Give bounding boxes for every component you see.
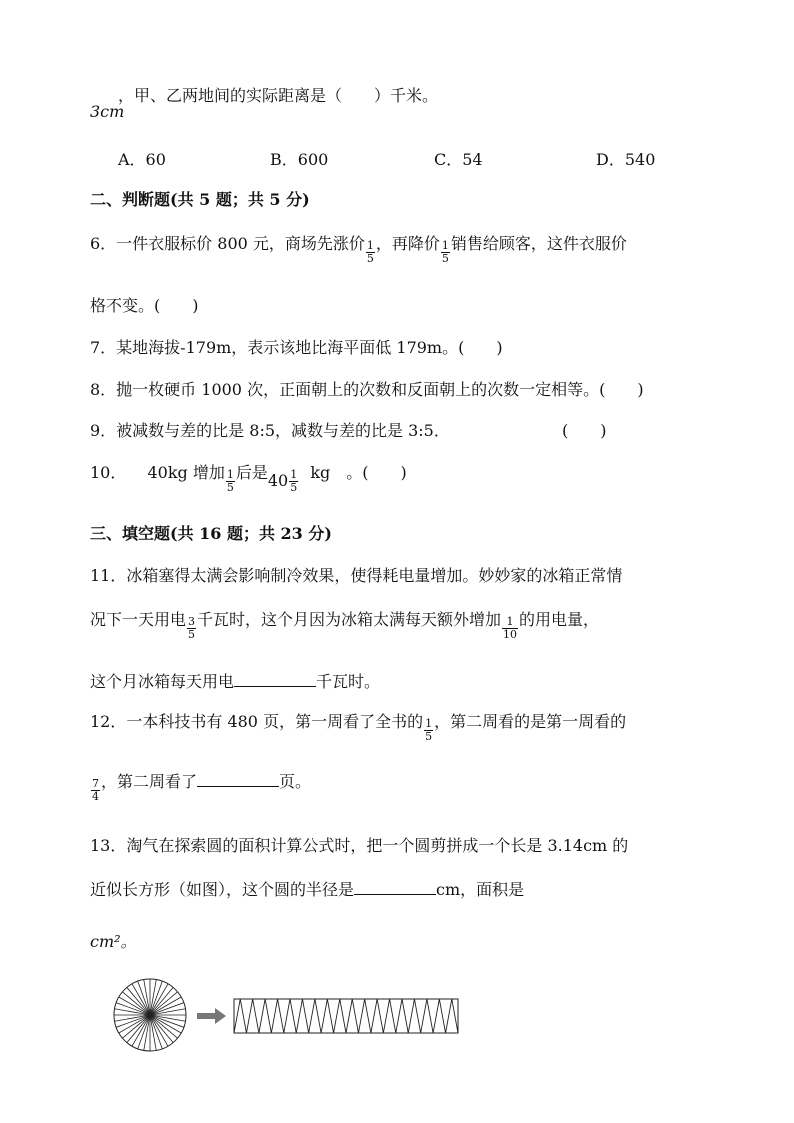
q13-line2 [90,878,524,900]
question-7: 7．某地海拔-179m，表示该地比海平面低 179m。( ) [90,338,503,357]
section-3-title: 三、填空题(共 16 题；共 23 分) [90,524,332,543]
q12-frac2-den: 4 [92,790,99,803]
q6-line2: 格不变。( ) [90,296,199,315]
q10-mixed-whole: 40 [267,471,289,490]
q11-line3 [90,670,380,692]
q5-text: ，甲、乙两地间的实际距离是（ ）千米。 [118,86,439,105]
q12-frac1-den: 5 [425,730,433,743]
q10-part2: 后是 [235,463,268,482]
q12-line1 [90,710,627,743]
q5-option-d[interactable]: D．540 [596,150,656,169]
q10-part3: kg 。( ) [310,463,407,482]
q11-line2-a: 况下一天用电 [90,610,187,629]
question-9: 9．被减数与差的比是 8:5，减数与差的比是 3:5． [90,421,450,440]
q13-line2-b: cm，面积是 [436,880,525,899]
q12-fraction-1 [424,718,433,743]
q12-line2-b: 页。 [279,772,312,791]
question-6 [90,232,627,265]
q11-line3-b: 千瓦时。 [316,672,381,691]
q6-frac2-den: 5 [441,252,449,265]
q12-line2-a: ，第二周看了 [101,772,198,791]
q11-frac1-num: 3 [188,615,196,628]
question-8: 8．抛一枚硬币 1000 次，正面朝上的次数和反面朝上的次数一定相等。( ) [90,380,644,399]
q11-frac2-den: 10 [503,628,518,641]
q5-option-b[interactable]: B．600 [270,150,329,169]
q11-line2 [90,608,600,641]
q6-part1: 6．一件衣服标价 800 元，商场先涨价 [90,234,365,253]
q6-frac2-num: 1 [441,239,449,252]
q6-frac1-den: 5 [366,252,374,265]
q9-answer-paren[interactable]: ( ) [562,421,607,440]
q10-mixed-num: 1 [290,468,298,481]
q5-scale-value: 3cm [90,102,125,121]
q13-area-unit: cm²。 [90,932,137,951]
q12-line1-b: ，第二周看的是第一周看的 [434,712,627,731]
q11-frac1-den: 5 [188,628,196,641]
q10-mixed-den: 5 [290,481,298,494]
q13-line1: 13．淘气在探索圆的面积计算公式时，把一个圆剪拼成一个长是 3.14cm 的 [90,836,629,855]
q13-line2-a: 近似长方形（如图），这个圆的半径是 [90,880,355,899]
q6-fraction-1 [366,240,375,265]
q10-part1: 40kg 增加 [147,463,225,482]
approx-rectangle [234,999,458,1033]
q6-part3: 销售给顾客，这件衣服价 [450,234,627,253]
arrow-icon [197,1008,226,1024]
q13-figure [110,968,470,1058]
q12-line2 [90,770,312,803]
q12-fraction-2 [91,778,100,803]
q11-frac2-num: 1 [502,616,518,629]
q6-fraction-2 [441,240,450,265]
q10-number: 10． [90,463,127,482]
q11-line3-a: 这个月冰箱每天用电 [90,672,235,691]
section-2-title: 二、判断题(共 5 题；共 5 分) [90,190,310,209]
q11-line2-b: 千瓦时，这个月因为冰箱太满每天额外增加 [197,610,502,629]
q12-answer-blank[interactable] [197,770,279,787]
q6-part2: ，再降价 [375,234,440,253]
q5-option-a[interactable]: A．60 [118,150,166,169]
q6-frac1-num: 1 [366,239,374,252]
q11-line2-c: 的用电量， [519,610,600,629]
question-10 [90,461,407,494]
q10-frac-den: 5 [226,481,234,494]
q12-line1-a: 12．一本科技书有 480 页，第一周看了全书的 [90,712,424,731]
q12-frac2-num: 7 [92,777,99,790]
q12-frac1-num: 1 [425,717,433,730]
q11-line1: 11．冰箱塞得太满会影响制冷效果，使得耗电量增加。妙妙家的冰箱正常情 [90,566,623,585]
q13-radius-blank[interactable] [354,878,436,895]
q10-mixed-fraction [289,469,298,494]
q11-answer-blank[interactable] [234,670,316,687]
q5-option-c[interactable]: C．54 [434,150,483,169]
q11-fraction-2 [502,616,518,641]
q10-fraction [226,469,235,494]
q10-frac-num: 1 [226,468,234,481]
sector-circle [114,979,186,1051]
q11-fraction-1 [187,616,196,641]
